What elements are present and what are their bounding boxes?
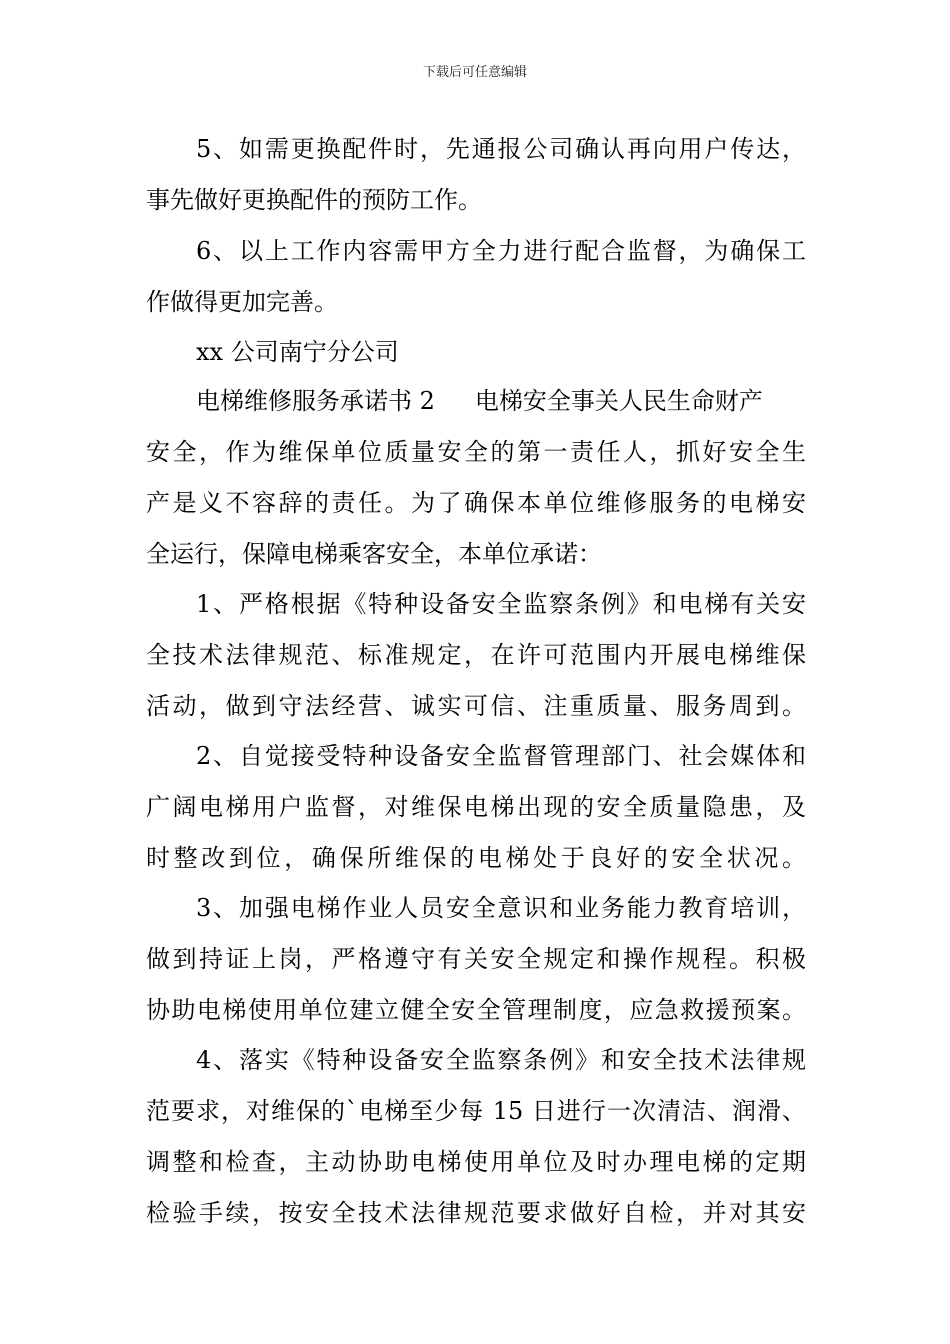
section-intro: 电梯安全事关人民生命财产 <box>474 387 763 415</box>
page-header: 下载后可任意编辑 <box>422 65 527 80</box>
text-line: 2、自觉接受特种设备安全监督管理部门、社会媒体和 <box>196 742 806 770</box>
text-line: 作做得更加完善。 <box>146 288 338 316</box>
text-line: 活动，做到守法经营、诚实可信、注重质量、服务周到。 <box>146 692 806 720</box>
text-line: 时整改到位，确保所维保的电梯处于良好的安全状况。 <box>146 844 806 872</box>
text-line: 安全，作为维保单位质量安全的第一责任人，抓好安全生 <box>146 438 806 466</box>
text-line: 5、如需更换配件时，先通报公司确认再向用户传达， <box>196 135 806 163</box>
text-line: 6、以上工作内容需甲方全力进行配合监督，为确保工 <box>196 237 806 265</box>
text-line: 范要求，对维保的`电梯至少每 15 日进行一次清洁、润滑、 <box>146 1097 806 1125</box>
text-line <box>196 386 806 416</box>
text-line: 4、落实《特种设备安全监察条例》和安全技术法律规 <box>196 1046 806 1074</box>
text-line: 广阔电梯用户监督，对维保电梯出现的安全质量隐患，及 <box>146 793 806 821</box>
text-line: 检验手续，按安全技术法律规范要求做好自检，并对其安 <box>146 1199 806 1227</box>
text-line: 全运行，保障电梯乘客安全，本单位承诺： <box>146 540 602 568</box>
company-signature: xx 公司南宁分公司 <box>196 338 399 366</box>
text-line: 1、严格根据《特种设备安全监察条例》和电梯有关安 <box>196 590 806 618</box>
text-line: 全技术法律规范、标准规定，在许可范围内开展电梯维保 <box>146 641 806 669</box>
text-line: 事先做好更换配件的预防工作。 <box>146 186 482 214</box>
section-title: 电梯维修服务承诺书 2 <box>196 387 435 415</box>
text-line: 协助电梯使用单位建立健全安全管理制度，应急救援预案。 <box>146 996 806 1024</box>
text-line: 调整和检查，主动协助电梯使用单位及时办理电梯的定期 <box>146 1148 806 1176</box>
text-line: 产是义不容辞的责任。为了确保本单位维修服务的电梯安 <box>146 489 806 517</box>
text-line: 做到持证上岗，严格遵守有关安全规定和操作规程。积极 <box>146 945 806 973</box>
text-line: 3、加强电梯作业人员安全意识和业务能力教育培训， <box>196 894 806 922</box>
